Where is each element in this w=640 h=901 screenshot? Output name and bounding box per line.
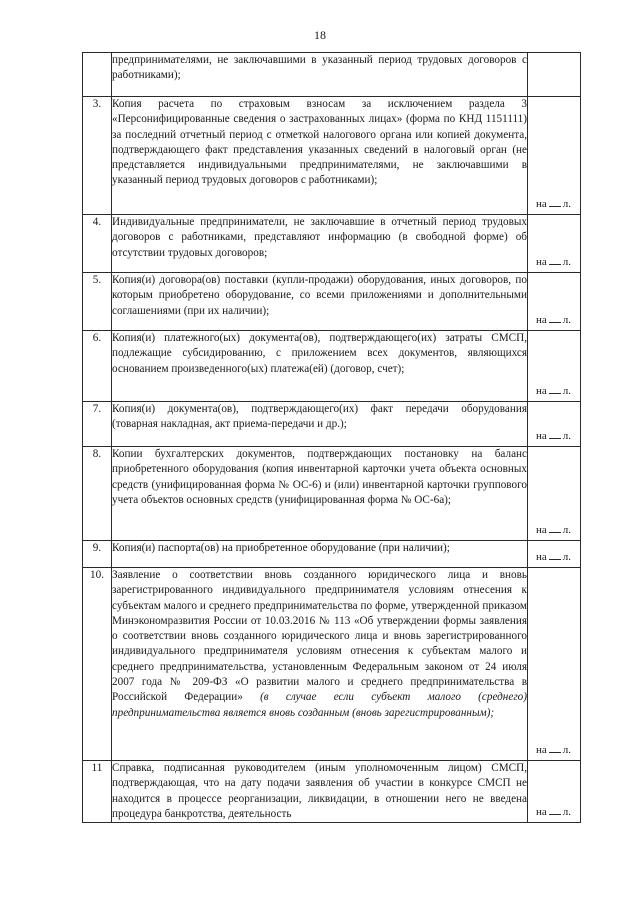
- document-list-table: [82, 52, 581, 823]
- page-count-suffix: л.: [562, 197, 572, 210]
- page-count-blank: [549, 805, 561, 815]
- table-row: [83, 215, 581, 273]
- row-document-description: [112, 568, 528, 761]
- page-count-prefix: на: [536, 550, 547, 563]
- page-count-prefix: на: [536, 384, 547, 397]
- page-count-suffix: л.: [562, 429, 572, 442]
- page-count-suffix: л.: [562, 255, 572, 268]
- row-document-description: [112, 215, 528, 273]
- row-text: Копия(и) договора(ов) поставки (купли-продажи) оборудования, иных договоров, по которым приобретено оборудование, со всеми приложениями и дополнительными соглашениями (при их наличии);: [112, 274, 527, 317]
- row-page-count: [528, 53, 581, 97]
- row-document-description: [112, 53, 528, 97]
- row-text: Копия(и) документа(ов), подтверждающего(их) факт передачи оборудования (товарная накладная, акт приема-передачи и др.);: [112, 403, 527, 431]
- row-page-count: [528, 273, 581, 331]
- row-page-count: [528, 331, 581, 402]
- row-text: Копии бухгалтерских документов, подтверждающих постановку на баланс приобретенного оборудования (копия инвентарной карточки учета объекта основных средств (унифицированная форма № ОС-6) и (или) инвентарной карточки группового учета объектов основных средств (унифицированная форма № ОС-6а);: [112, 448, 527, 506]
- row-document-description: [112, 331, 528, 402]
- page-number: 18: [314, 28, 326, 42]
- row-number: 5.: [83, 273, 112, 331]
- table-row: [83, 97, 581, 215]
- page-count-blank: [549, 523, 561, 533]
- table-row: [83, 331, 581, 402]
- row-number: 7.: [83, 402, 112, 447]
- page-count-prefix: на: [536, 743, 547, 756]
- page-count-blank: [549, 255, 561, 265]
- page-count-label: [536, 384, 571, 399]
- row-document-description: [112, 761, 528, 823]
- row-page-count: [528, 761, 581, 823]
- table-row: [83, 273, 581, 331]
- table-row: [83, 402, 581, 447]
- page-count-suffix: л.: [562, 805, 572, 818]
- row-text: Заявление о соответствии вновь созданного юридического лица и вновь зарегистрированного индивидуального предпринимателя условиям отнесения к субъектам малого и среднего предпринимательства по форме, утвержденной приказом Минэкономразвития России от 10.03.2016 № 113 «Об утверждении формы заявления о соответствии вновь созданного юридического лица и вновь зарегистрированного индивидуального предпринимателя условиям отнесения к субъектам малого и среднего предпринимательства, установленным Федеральным законом от 24 июля 2007 года № 209-ФЗ «О развитии малого и среднего предпринимательства в Российской Федерации»: [112, 569, 527, 704]
- page-count-blank: [549, 429, 561, 439]
- row-note: (в случае если субъект малого (среднего) предпринимательства является вновь созданным (вновь зарегистрированным);: [112, 691, 528, 719]
- page-count-label: [536, 197, 571, 212]
- page-count-prefix: на: [536, 523, 547, 536]
- row-document-description: [112, 541, 528, 568]
- row-document-description: [112, 402, 528, 447]
- page-count-suffix: л.: [562, 523, 572, 536]
- row-document-description: [112, 447, 528, 541]
- table-row: [83, 761, 581, 823]
- page-count-blank: [549, 743, 561, 753]
- row-text: Копия(и) платежного(ых) документа(ов), подтверждающего(их) затраты СМСП, подлежащие субсидированию, с приложением всех документов, являющихся основанием произведенного(ых) платежа(ей) (договор, счет);: [112, 332, 527, 375]
- row-number: 6.: [83, 331, 112, 402]
- row-page-count: [528, 447, 581, 541]
- page-count-label: [536, 429, 571, 444]
- page-count-label: [536, 523, 571, 538]
- row-page-count: [528, 215, 581, 273]
- row-page-count: [528, 568, 581, 761]
- row-number: 10.: [83, 568, 112, 761]
- row-number: [83, 53, 112, 97]
- row-number: 8.: [83, 447, 112, 541]
- row-text: Справка, подписанная руководителем (иным уполномоченным лицом) СМСП, подтверждающая, что на дату подачи заявления об участии в конкурсе СМСП не находится в процессе реорганизации, ликвидации, в отношении него не введена процедура банкротства, деятельность: [112, 762, 527, 820]
- page-count-label: [536, 255, 571, 270]
- page-count-prefix: на: [536, 255, 547, 268]
- row-number: 9.: [83, 541, 112, 568]
- row-page-count: [528, 97, 581, 215]
- row-document-description: [112, 273, 528, 331]
- page-count-prefix: на: [536, 313, 547, 326]
- row-document-description: [112, 97, 528, 215]
- page-count-label: [536, 550, 571, 565]
- page-count-prefix: на: [536, 197, 547, 210]
- page-count-prefix: на: [536, 805, 547, 818]
- page-count-prefix: на: [536, 429, 547, 442]
- row-text: предпринимателями, не заключавшими в указанный период трудовых договоров с работниками);: [112, 54, 527, 82]
- page-count-label: [536, 805, 571, 820]
- row-number: 4.: [83, 215, 112, 273]
- table-row: [83, 447, 581, 541]
- page-count-suffix: л.: [562, 743, 572, 756]
- page-count-label: [536, 313, 571, 328]
- page-count-suffix: л.: [562, 384, 572, 397]
- table-row: [83, 541, 581, 568]
- page-count-blank: [549, 313, 561, 323]
- page-count-suffix: л.: [562, 313, 572, 326]
- page-count-suffix: л.: [562, 550, 572, 563]
- row-number: 3.: [83, 97, 112, 215]
- row-text: Копия расчета по страховым взносам за исключением раздела 3 «Персонифицированные сведения о застрахованных лицах» (форма по КНД 1151111) за последний отчетный период с отметкой налогового органа или копией документа, подтверждающего факт представления указанных сведений в налоговый орган (не представляется индивидуальными предпринимателями, не заключавшими в указанный период трудовых договоров с работниками);: [112, 98, 527, 187]
- page-count-blank: [549, 550, 561, 560]
- table-row: [83, 53, 581, 97]
- row-text: Индивидуальные предприниматели, не заключавшие в отчетный период трудовых договоров с работниками, представляют информацию (в свободной форме) об отсутствии трудовых договоров;: [112, 216, 527, 259]
- table-row: [83, 568, 581, 761]
- row-number: 11: [83, 761, 112, 823]
- row-page-count: [528, 402, 581, 447]
- page-count-blank: [549, 197, 561, 207]
- row-page-count: [528, 541, 581, 568]
- row-text: Копия(и) паспорта(ов) на приобретенное оборудование (при наличии);: [112, 542, 450, 554]
- page-count-blank: [549, 384, 561, 394]
- page-count-label: [536, 743, 571, 758]
